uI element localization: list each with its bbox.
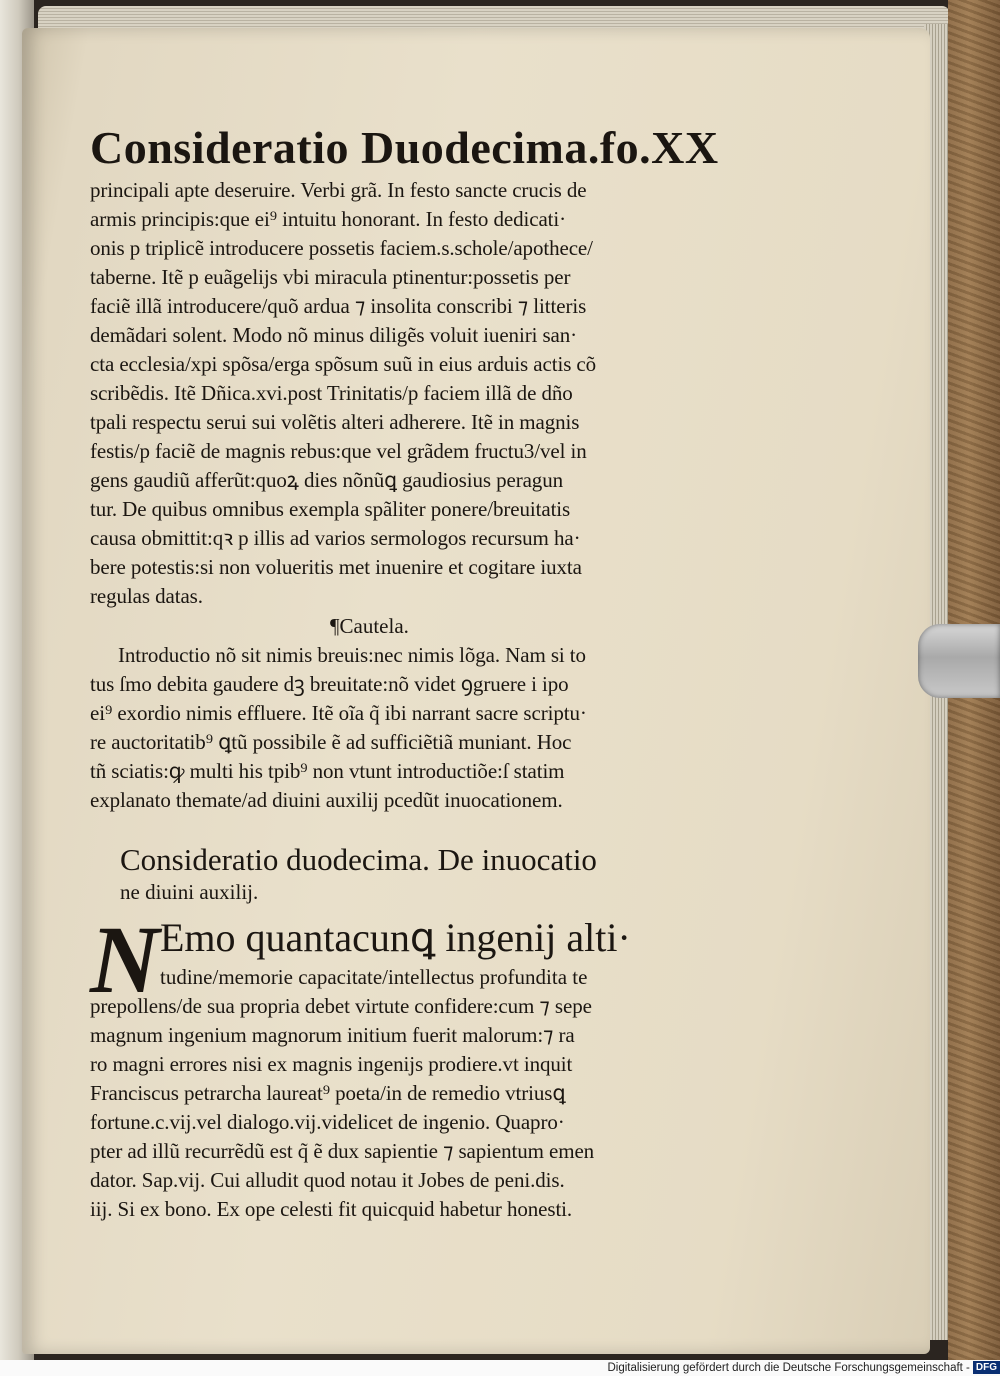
text-line: re auctoritatib⁹ ꝗtũ possibile ẽ ad sufficiẽtiã muniant. Hoc [90,730,572,754]
text-line: prepollens/de sua propria debet virtute confidere:cum ⁊ sepe [90,994,592,1018]
paragraph-2 [90,641,720,815]
text-line: principali apte deseruire. Verbi grã. In festo sancte crucis de [90,178,587,202]
text-line: iij. Si ex bono. Ex ope celesti fit quicquid habetur honesti. [90,1197,573,1221]
text-line: pter ad illũ recurrẽdũ est q̃ ẽ dux sapientie ⁊ sapientum emen [90,1139,595,1163]
text-line: tudine/memorie capacitate/intellectus profundita te [160,965,588,989]
digitization-credit [604,1360,1000,1376]
text-line: faciẽ illã introducere/quõ ardua ⁊ insolita conscribi ⁊ litteris [90,294,587,318]
page-heading: Consideratio Duodecima.fo.XX [90,122,719,173]
text-line: ro magni errores nisi ex magnis ingenijs prodiere.vt inquit [90,1052,573,1076]
credit-text: Digitalisierung gefördert durch die Deutsche Forschungsgemeinschaft - [607,1362,970,1374]
text-line: magnum ingenium magnorum initium fuerit malorum:⁊ ra [90,1023,575,1047]
text-line: Franciscus petrarcha laureat⁹ poeta/in de remedio vtriusꝗ [90,1081,566,1105]
paragraph-1 [90,176,720,611]
text-line: causa obmittit:qꝛ p illis ad varios sermologos recursum ha· [90,526,581,550]
text-line: festis/p faciẽ de magnis rebus:que vel grãdem fructu3/vel in [90,439,587,463]
text-line: tur. De quibus omnibus exempla spãliter ponere/breuitatis [90,497,571,521]
drop-cap-initial: N [90,906,160,1013]
paragraph-3 [90,962,720,1224]
text-line: scribẽdis. Itẽ Dñica.xvi.post Trinitatis/p faciem illã de dño [90,381,573,405]
metal-clasp [918,624,1000,698]
text-line: Introductio nõ sit nimis breuis:nec nimis lõga. Nam si to [118,643,586,667]
text-line: explanato themate/ad diuini auxilij pcedũt inuocationem. [90,788,563,812]
text-line: regulas datas. [90,584,203,608]
section-2-title: Consideratio duodecima. De inuocatio [120,842,597,877]
large-first-line: Emo quantacunꝗ ingenij alti· [160,915,631,960]
dfg-logo: DFG [973,1361,1000,1374]
text-line: demãdari solent. Modo nõ minus diligẽs voluit iueniri san· [90,323,578,347]
text-line: tus ſmo debita gaudere dꝫ breuitate:nõ videt ꝯgruere i ipo [90,672,569,696]
text-line: ei⁹ exordio nimis effluere. Itẽ oĩa q̃ ibi narrant sacre scriptu· [90,701,587,725]
text-line: taberne. Itẽ p euãgelijs vbi miracula ptinentur:possetis per [90,265,571,289]
text-line: onis p triplicẽ introducere possetis faciem.s.schole/apothece/ [90,236,593,260]
text-line: cta ecclesia/xpi spõsa/erga spõsum suũ in eius arduis actis cõ [90,352,597,376]
text-line: dator. Sap.vij. Cui alludit quod notau it Jobes de peni.dis. [90,1168,565,1192]
text-line: bere potestis:si non volueritis met inuenire et cogitare iuxta [90,555,582,579]
text-line: gens gaudiũ afferũt:quoꝝ dies nõnũꝗ gaudiosius peragun [90,468,564,492]
section-2-title-continuation: ne diuini auxilij. [120,880,259,904]
text-line: fortune.c.vij.vel dialogo.vij.videlicet de ingenio. Quapro· [90,1110,565,1134]
text-line: tñ sciatis:ꝙ multi his tpib⁹ non vtunt introductiõe:ſ statim [90,759,565,783]
text-line: tpali respectu serui sui volẽtis alteri adherere. Itẽ in magnis [90,410,580,434]
text-line: armis principis:que ei⁹ intuitu honorant. In festo dedicati· [90,207,567,231]
page-text [90,120,720,1224]
cautela-heading: ¶Cautela. [330,614,409,638]
